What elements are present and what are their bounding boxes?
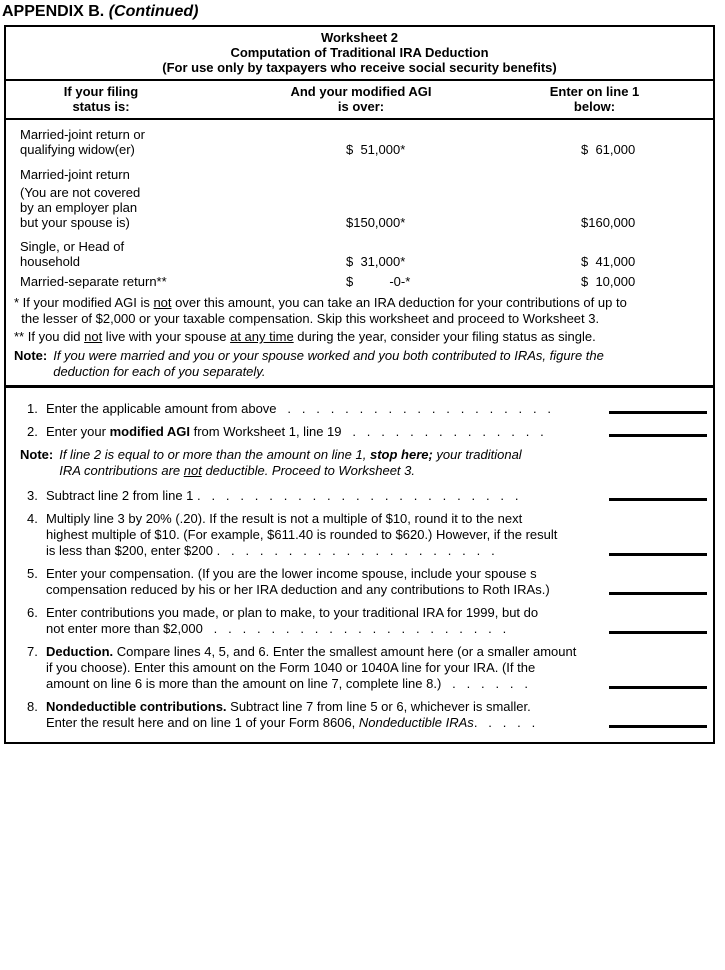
line-number: 5. [27, 566, 38, 581]
worksheet-line-4 [14, 511, 707, 559]
worksheet-line-3 [14, 488, 707, 504]
note-stop-here [14, 447, 707, 479]
agi-cell: $ -0-* [346, 274, 411, 289]
status-cell: Single, or Head of household [20, 239, 125, 269]
answer-line-4[interactable] [609, 553, 707, 556]
answer-line-6[interactable] [609, 631, 707, 634]
column-header-filing-status: If your filing status is: [63, 84, 139, 114]
worksheet-title-line3: (For use only by taxpayers who receive social security benefits) [162, 60, 557, 75]
worksheet-line-5 [14, 566, 707, 598]
worksheet-line-2 [14, 424, 707, 440]
note-married-separately [14, 348, 705, 380]
worksheet-title-line1: Worksheet 2 [320, 30, 399, 45]
footnotes [6, 289, 713, 385]
line-text: Enter the applicable amount from above . . . . . . . . . . . . . . . . . . . [46, 401, 552, 416]
enter-cell: $ 61,000 [581, 142, 636, 157]
agi-cell: $150,000* [346, 215, 406, 230]
note-text: If line 2 is equal to or more than the amount on line 1, stop here; your traditional IRA contributions are not deductible. Proceed to Worksheet 3. [59, 447, 522, 478]
enter-cell: $160,000 [581, 215, 636, 230]
worksheet-lines [6, 385, 713, 742]
enter-cell: $ 41,000 [581, 254, 636, 269]
table-row [20, 274, 713, 289]
line-text: Deduction. Compare lines 4, 5, and 6. Enter the smallest amount here (or a smaller amount if you choose). Enter this amount on the Form 1040 or 1040A line for your IRA. (If the amount on line 6 is more than the amount on line 7, complete line 8.) . . . . . . [46, 644, 577, 691]
line-number: 1. [27, 401, 38, 416]
answer-line-3[interactable] [609, 498, 707, 501]
status-cell: Married-joint return or qualifying widow(er) [20, 127, 145, 157]
line-number: 3. [27, 488, 38, 503]
filing-status-rows [6, 120, 713, 289]
note-label: Note: [14, 348, 48, 363]
line-number: 4. [27, 511, 38, 526]
column-header-modified-agi: And your modified AGI is over: [290, 84, 432, 114]
worksheet-table [4, 25, 715, 744]
enter-cell: $ 10,000 [581, 274, 636, 289]
line-text: Enter contributions you made, or plan to make, to your traditional IRA for 1999, but do not enter more than $2,000 . . . . . . . . . . . . . . . . . . . . . [46, 605, 539, 636]
worksheet-line-1 [14, 401, 707, 417]
worksheet-line-8 [14, 699, 707, 731]
line-text: Nondeductible contributions. Subtract line 7 from line 5 or 6, whichever is smaller. Enter the result here and on line 1 of your Form 8606, Nondeductible IRAs. . . . . [46, 699, 536, 730]
column-header-enter-line1: Enter on line 1 below: [549, 84, 640, 114]
status-cell: Married-joint return (You are not covered by an employer plan but your spouse is) [20, 167, 141, 230]
agi-cell: $ 51,000* [346, 142, 406, 157]
line-number: 8. [27, 699, 38, 714]
column-headers [6, 81, 713, 120]
appendix-label: APPENDIX B. [2, 3, 105, 20]
line-number: 6. [27, 605, 38, 620]
note-text: If you were married and you or your spouse worked and you both contributed to IRAs, figure the deduction for each of you separately. [53, 348, 604, 379]
worksheet-line-6 [14, 605, 707, 637]
page-title [2, 3, 725, 21]
answer-line-1[interactable] [609, 411, 707, 414]
line-text: Enter your compensation. (If you are the lower income spouse, include your spouse s compensation reduced by his or her IRA deduction and any contributions to Roth IRAs.) [46, 566, 550, 597]
line-text: Subtract line 2 from line 1 . . . . . . . . . . . . . . . . . . . . . . . [46, 488, 519, 503]
note-label: Note: [20, 447, 54, 462]
appendix-continued-label: (Continued) [108, 3, 199, 20]
answer-line-5[interactable] [609, 592, 707, 595]
answer-line-7[interactable] [609, 686, 707, 689]
worksheet-line-7 [14, 644, 707, 692]
footnote-single-asterisk: * If your modified AGI is not over this amount, you can take an IRA deduction for your contributions of up to the lesser of $2,000 or your taxable compensation. Skip this worksheet and proceed to Worksheet 3. [14, 295, 627, 326]
agi-cell: $ 31,000* [346, 254, 406, 269]
worksheet-title-line2: Computation of Traditional IRA Deduction [230, 45, 489, 60]
footnote-double-asterisk: ** If you did not live with your spouse at any time during the year, consider your filing status as single. [14, 329, 596, 344]
line-text: Enter your modified AGI from Worksheet 1, line 19 . . . . . . . . . . . . . . [46, 424, 544, 439]
table-row [20, 239, 713, 269]
answer-line-2[interactable] [609, 434, 707, 437]
answer-line-8[interactable] [609, 725, 707, 728]
line-number: 2. [27, 424, 38, 439]
table-row [20, 127, 713, 157]
line-text: Multiply line 3 by 20% (.20). If the result is not a multiple of $10, round it to the next highest multiple of $10. (For example, $611.40 is rounded to $620.) However, if the result is less than $200, enter $200 . . . . . . . . . . . . . . . . . . . . [46, 511, 558, 558]
table-row [20, 167, 713, 230]
worksheet-title [6, 27, 713, 81]
line-number: 7. [27, 644, 38, 659]
status-cell: Married-separate return** [20, 274, 167, 289]
